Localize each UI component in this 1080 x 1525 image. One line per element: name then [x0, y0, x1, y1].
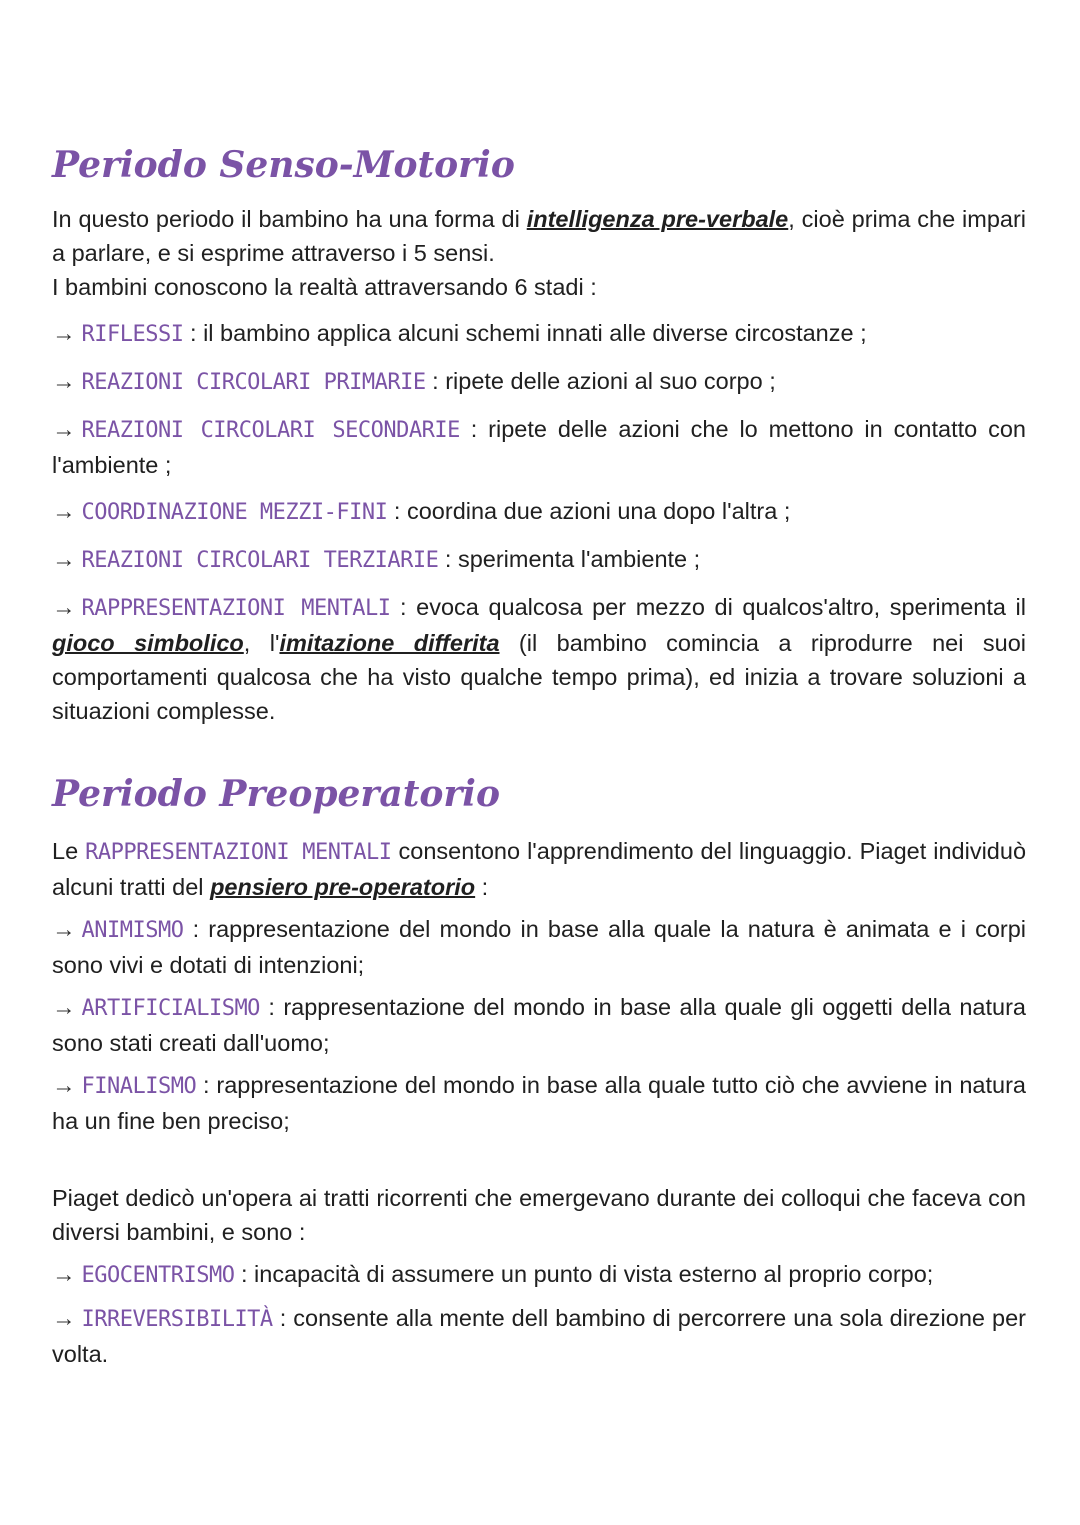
- intro-text-end: :: [475, 874, 489, 900]
- section-title-preoperatorio: Periodo Preoperatorio: [52, 773, 500, 815]
- arrow-icon: →: [52, 994, 76, 1020]
- trait-item-animismo: [52, 912, 1026, 982]
- intro-text-end: , cioè prima che impari a parlare, e si esprime attraverso i 5 sensi.: [52, 206, 1027, 266]
- stage-description-mid: , l': [243, 630, 280, 656]
- stage-description: ripete delle azioni al suo corpo ;: [445, 368, 776, 394]
- arrow-icon: →: [52, 546, 76, 572]
- trait-term: IRREVERSIBILITÀ: [81, 1307, 273, 1332]
- separator: :: [438, 546, 458, 572]
- arrow-icon: →: [52, 368, 76, 394]
- trait-item-finalismo: [52, 1068, 1026, 1138]
- arrow-icon: →: [52, 916, 76, 942]
- stage-term: COORDINAZIONE MEZZI-FINI: [81, 500, 388, 525]
- arrow-icon: →: [52, 416, 76, 442]
- stage-item-rappresentazioni: [52, 590, 1026, 728]
- stage-description-end: (il bambino comincia a riprodurre nei suoi comportamenti qualcosa che ha visto qualche tempo prima), ed inizia a trovare soluzioni a situazioni complesse.: [52, 630, 1026, 724]
- intro-paragraph: [52, 202, 1026, 270]
- stage-description: sperimenta l'ambiente ;: [457, 546, 701, 572]
- key-term-intelligenza: intelligenza pre-verbale: [526, 206, 789, 232]
- separator: :: [183, 916, 209, 942]
- stage-term: RIFLESSI: [81, 322, 184, 347]
- intro-text: In questo periodo il bambino ha una forma di: [52, 206, 527, 232]
- section-senso-motorio-body: [52, 202, 1026, 728]
- colloqui-intro: Piaget dedicò un'opera ai tratti ricorrenti che emergevano durante dei colloqui che faceva con diversi bambini, e sono :: [52, 1185, 1026, 1245]
- stage-term: REAZIONI CIRCOLARI PRIMARIE: [81, 370, 426, 395]
- trait-item-egocentrismo: [52, 1257, 1026, 1293]
- trait-term: EGOCENTRISMO: [81, 1263, 235, 1288]
- preop-intro: [52, 834, 1026, 904]
- trait-description: rappresentazione del mondo in base alla quale tutto ciò che avviene in natura ha un fine ben preciso;: [52, 1072, 1026, 1134]
- separator: :: [387, 498, 407, 524]
- intro-text: Le: [52, 838, 86, 864]
- arrow-icon: →: [52, 1261, 76, 1287]
- separator: :: [459, 416, 489, 442]
- stage-term: REAZIONI CIRCOLARI SECONDARIE: [81, 418, 460, 443]
- stage-description: ripete delle azioni che lo mettono in contatto con l'ambiente ;: [52, 416, 1026, 478]
- stage-term: REAZIONI CIRCOLARI TERZIARIE: [81, 548, 439, 573]
- trait-description: rappresentazione del mondo in base alla quale gli oggetti della natura sono stati creati dall'uomo;: [52, 994, 1026, 1056]
- trait-item-artificialismo: [52, 990, 1026, 1060]
- stage-term: RAPPRESENTAZIONI MENTALI: [81, 596, 391, 621]
- trait-description: consente alla mente dell bambino di percorrere una sola direzione per volta.: [52, 1305, 1026, 1367]
- separator: :: [259, 994, 284, 1020]
- trait-description: rappresentazione del mondo in base alla quale la natura è animata e i corpi sono vivi e dotati di intenzioni;: [52, 916, 1027, 978]
- trait-term: ANIMISMO: [81, 918, 184, 943]
- arrow-icon: →: [52, 498, 76, 524]
- intro-text-mid: consentono l'apprendimento del linguaggio. Piaget individuò alcuni tratti del: [52, 838, 1027, 900]
- key-term-gioco-simbolico: gioco simbolico: [52, 630, 244, 656]
- section-preoperatorio-body: [52, 834, 1026, 1138]
- stage-description: coordina due azioni una dopo l'altra ;: [406, 498, 791, 524]
- intro-term: RAPPRESENTAZIONI MENTALI: [85, 840, 392, 865]
- arrow-icon: →: [52, 320, 76, 346]
- key-term-pensiero: pensiero pre-operatorio: [210, 874, 476, 900]
- arrow-icon: →: [52, 1305, 76, 1331]
- section-colloqui-body: [52, 1181, 1026, 1371]
- trait-term: FINALISMO: [81, 1074, 197, 1099]
- stage-item-primarie: [52, 364, 1026, 400]
- separator: :: [234, 1261, 255, 1287]
- stages-intro: I bambini conoscono la realtà attraversando 6 stadi :: [52, 274, 597, 300]
- trait-description: incapacità di assumere un punto di vista esterno al proprio corpo;: [254, 1261, 934, 1287]
- separator: :: [425, 368, 446, 394]
- arrow-icon: →: [52, 594, 76, 620]
- stage-item-secondarie: [52, 412, 1026, 482]
- key-term-imitazione-differita: imitazione differita: [279, 630, 500, 656]
- stage-item-mezzi-fini: [52, 494, 1026, 530]
- arrow-icon: →: [52, 1072, 76, 1098]
- trait-item-irreversibilita: [52, 1301, 1026, 1371]
- stage-description: il bambino applica alcuni schemi innati alle diverse circostanze ;: [203, 320, 867, 346]
- separator: :: [272, 1305, 294, 1331]
- separator: :: [183, 320, 204, 346]
- separator: :: [390, 594, 417, 620]
- stage-item-terziarie: [52, 542, 1026, 578]
- trait-term: ARTIFICIALISMO: [81, 996, 260, 1021]
- section-title-senso-motorio: Periodo Senso-Motorio: [52, 144, 515, 186]
- stage-item-riflessi: [52, 316, 1026, 352]
- stage-description: evoca qualcosa per mezzo di qualcos'altro, sperimenta il: [416, 594, 1026, 620]
- separator: :: [196, 1072, 217, 1098]
